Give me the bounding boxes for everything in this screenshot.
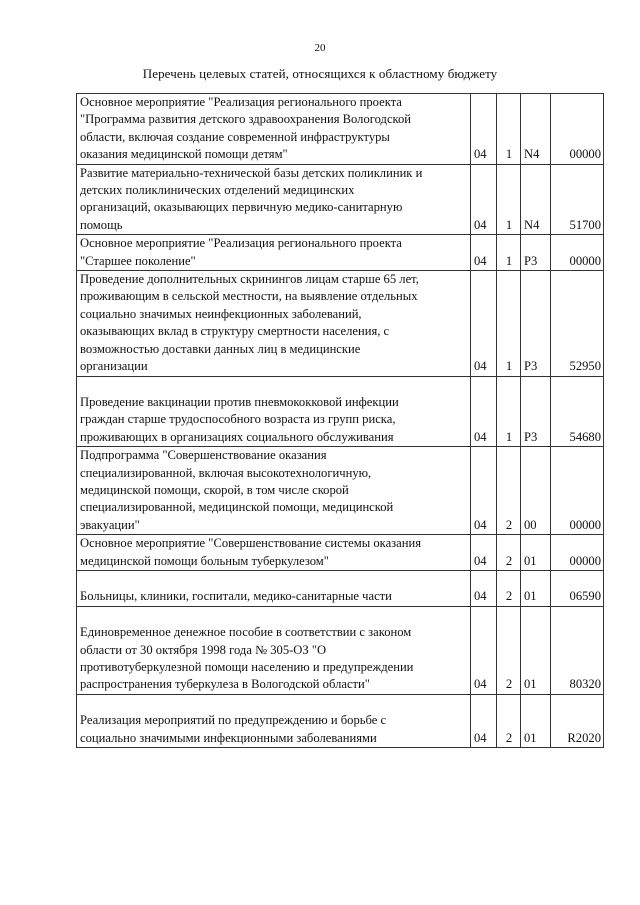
article-name-line: распространения туберкулеза в Вологодской области" (80, 677, 370, 692)
article-name-line: противотуберкулезной помощи населению и предупреждении (80, 660, 414, 674)
document-title: Перечень целевых статей, относящихся к областному бюджету (142, 66, 498, 81)
code-direction-cell: 06590 (551, 570, 604, 606)
article-name-line: "Старшее поколение" (80, 253, 196, 268)
article-name-line: специализированной, медицинской помощи, медицинской (80, 500, 394, 515)
code-activity-cell: 01 (521, 535, 551, 571)
article-name-line: "Программа развития детского здравоохранения Вологодской (80, 112, 412, 127)
code-direction-cell: 00000 (551, 447, 604, 535)
article-name-line: помощь (80, 217, 123, 232)
article-name-line: Развитие материально-технической базы детских поликлиник и (80, 165, 423, 180)
article-name-cell (77, 376, 471, 447)
article-name-cell (77, 535, 471, 571)
table-row (77, 606, 604, 694)
article-name-line (80, 695, 468, 712)
article-name-cell (77, 164, 471, 235)
code-program-cell: 04 (471, 94, 497, 165)
article-name-line: медицинской помощи, скорой, в том числе скорой (80, 482, 349, 497)
table-row (77, 570, 604, 606)
code-activity-cell: P3 (521, 271, 551, 376)
article-name-line: Основное мероприятие "Совершенствование системы оказания (80, 536, 422, 551)
article-name-line: Основное мероприятие "Реализация регионального проекта (80, 236, 402, 251)
article-name-cell (77, 94, 471, 165)
code-direction-cell: 52950 (551, 271, 604, 376)
code-subprogram-cell: 2 (497, 447, 521, 535)
article-name-line: социально значимых неинфекционных заболеваний, (80, 306, 362, 321)
article-name-cell (77, 271, 471, 376)
article-name-line (80, 571, 468, 588)
code-program-cell: 04 (471, 447, 497, 535)
code-program-cell: 04 (471, 535, 497, 571)
article-name-line: организации (80, 359, 148, 374)
code-activity-cell: N4 (521, 94, 551, 165)
code-direction-cell: 00000 (551, 94, 604, 165)
code-subprogram-cell: 1 (497, 271, 521, 376)
article-name-line: области от 30 октября 1998 года № 305-ОЗ "О (80, 642, 327, 657)
code-direction-cell: 80320 (551, 606, 604, 694)
code-subprogram-cell: 2 (497, 694, 521, 747)
article-name-line: оказания медицинской помощи детям" (80, 147, 288, 162)
article-name-line: организаций, оказывающих первичную медико-санитарную (80, 200, 403, 215)
table-row (77, 535, 604, 571)
article-name-line: медицинской помощи больным туберкулезом" (80, 553, 329, 568)
code-direction-cell: 54680 (551, 376, 604, 447)
code-subprogram-cell: 1 (497, 235, 521, 271)
code-activity-cell: 01 (521, 570, 551, 606)
article-name-line: Единовременное денежное пособие в соответствии с законом (80, 625, 412, 640)
article-name-line: Проведение дополнительных скринингов лицам старше 65 лет, (80, 272, 419, 287)
code-direction-cell: 51700 (551, 164, 604, 235)
article-name-line: социально значимыми инфекционными заболеваниями (80, 730, 377, 745)
article-name-line: Основное мероприятие "Реализация регионального проекта (80, 95, 402, 109)
code-subprogram-cell: 1 (497, 376, 521, 447)
article-name-cell (77, 606, 471, 694)
table-row (77, 94, 604, 165)
table-row (77, 376, 604, 447)
article-name-line: области, включая создание современной инфраструктуры (80, 129, 390, 144)
code-subprogram-cell: 2 (497, 535, 521, 571)
code-subprogram-cell: 1 (497, 164, 521, 235)
code-program-cell: 04 (471, 570, 497, 606)
article-name-line (80, 377, 468, 394)
code-activity-cell: P3 (521, 376, 551, 447)
table-row (77, 235, 604, 271)
article-name-line: Реализация мероприятий по предупреждению и борьбе с (80, 713, 387, 728)
article-name-cell (77, 694, 471, 747)
article-name-line: граждан старше трудоспособного возраста из групп риска, (80, 412, 396, 427)
article-name-line: проживающих в организациях социального обслуживания (80, 429, 394, 444)
code-program-cell: 04 (471, 271, 497, 376)
code-program-cell: 04 (471, 694, 497, 747)
code-program-cell: 04 (471, 606, 497, 694)
code-direction-cell: R2020 (551, 694, 604, 747)
article-name-line: эвакуации" (80, 517, 140, 532)
article-name-line: проживающим в сельской местности, на выявление отдельных (80, 289, 418, 304)
code-subprogram-cell: 2 (497, 606, 521, 694)
table-row (77, 271, 604, 376)
code-direction-cell: 00000 (551, 235, 604, 271)
article-name-line: возможностью доставки данных лиц в медицинские (80, 341, 361, 356)
code-program-cell: 04 (471, 235, 497, 271)
code-program-cell: 04 (471, 164, 497, 235)
table-row (77, 164, 604, 235)
code-activity-cell: 01 (521, 606, 551, 694)
code-activity-cell: P3 (521, 235, 551, 271)
article-name-line: Подпрограмма "Совершенствование оказания (80, 448, 327, 463)
code-subprogram-cell: 2 (497, 570, 521, 606)
article-name-line: детских поликлинических отделений медицинских (80, 183, 355, 198)
table-row (77, 447, 604, 535)
article-name-cell (77, 447, 471, 535)
article-name-cell (77, 235, 471, 271)
target-articles-table (76, 93, 604, 748)
table-row (77, 694, 604, 747)
table-body (77, 94, 604, 748)
code-program-cell: 04 (471, 376, 497, 447)
article-name-line: Больницы, клиники, госпитали, медико-санитарные части (80, 589, 392, 604)
code-activity-cell: 00 (521, 447, 551, 535)
article-name-line: Проведение вакцинации против пневмококковой инфекции (80, 394, 399, 409)
code-subprogram-cell: 1 (497, 94, 521, 165)
article-name-cell (77, 570, 471, 606)
article-name-line: оказывающих вклад в структуру смертности населения, с (80, 324, 390, 339)
article-name-line: специализированной, включая высокотехнологичную, (80, 465, 372, 480)
page-number: 20 (314, 42, 326, 54)
article-name-line (80, 607, 468, 624)
code-activity-cell: N4 (521, 164, 551, 235)
code-activity-cell: 01 (521, 694, 551, 747)
code-direction-cell: 00000 (551, 535, 604, 571)
